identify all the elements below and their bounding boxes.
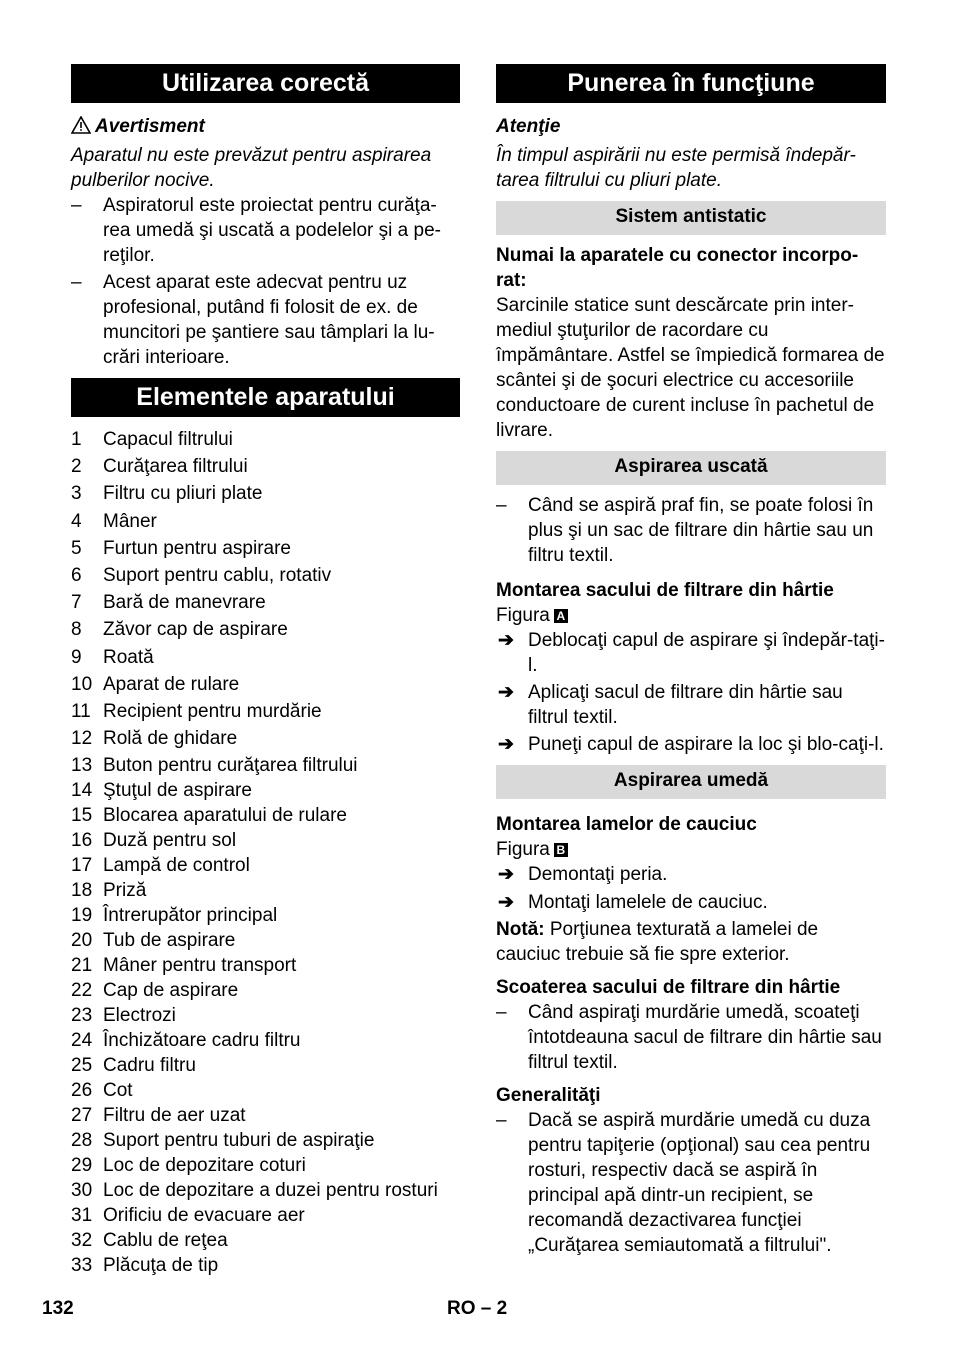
part-number: 7 — [71, 592, 82, 614]
part-label: Tub de aspirare — [103, 930, 236, 952]
part-item — [71, 726, 460, 751]
subsection-wet-vacuuming: Aspirarea umedă — [496, 765, 886, 799]
part-item — [71, 481, 460, 506]
part-item — [71, 1028, 460, 1053]
part-number: 24 — [71, 1030, 93, 1052]
part-item — [71, 617, 460, 642]
part-item — [71, 1253, 460, 1278]
part-label: Suport pentru cablu, rotativ — [103, 564, 332, 586]
arrow-icon: ➔ — [498, 734, 514, 755]
part-number: 18 — [71, 880, 93, 902]
part-number: 25 — [71, 1055, 93, 1077]
part-item — [71, 1103, 460, 1128]
part-label: Plăcuţa de tip — [103, 1255, 219, 1277]
part-item — [71, 1153, 460, 1178]
step-item: ➔ Deblocaţi capul de aspirare şi îndepăr-taţi-l. — [498, 630, 885, 676]
attention-label: Atenţie — [496, 116, 561, 137]
general-heading: Generalităţi — [496, 1085, 601, 1106]
part-number: 23 — [71, 1005, 93, 1027]
right-column — [496, 64, 886, 1258]
part-label: Priză — [103, 880, 147, 902]
list-item: – Aspiratorul este proiectat pentru curăţa-rea umedă şi uscată a podelelor şi a pe-reţilor. — [71, 195, 441, 266]
part-number: 19 — [71, 905, 93, 927]
part-label: Cap de aspirare — [103, 980, 239, 1002]
part-item — [71, 1078, 460, 1103]
antistatic-text: Sarcinile statice sunt descărcate prin inter-mediul ştuţurilor de racordare cu împământare. Astfel se împiedică formarea de scântei şi de şocuri electrice cu accesoriile conductoare de curent incluse în pachetul de livrare. — [496, 295, 885, 441]
part-label: Cot — [103, 1080, 133, 1102]
step-item: ➔ Puneţi capul de aspirare la loc şi blo-caţi-l. — [498, 734, 884, 755]
list-item: – Acest aparat este adecvat pentru uz profesional, putând fi folosit de ex. de muncitori pe şantiere sau tâmplari la lu-crări interioare. — [71, 272, 435, 368]
part-label: Lampă de control — [103, 855, 250, 877]
figure-ref: Figura A — [496, 603, 886, 628]
part-item — [71, 1003, 460, 1028]
part-label: Orificiu de evacuare aer — [103, 1205, 305, 1227]
warning-text: Aparatul nu este prevăzut pentru aspirarea pulberilor nocive. — [71, 145, 432, 191]
part-label: Mâner pentru transport — [103, 955, 297, 977]
part-label: Ştuţul de aspirare — [103, 780, 252, 802]
part-item — [71, 563, 460, 588]
rubber-lip-heading: Montarea lamelor de cauciuc — [496, 814, 757, 835]
subsection-antistatic: Sistem antistatic — [496, 201, 886, 235]
arrow-icon: ➔ — [498, 864, 514, 885]
part-item — [71, 778, 460, 803]
parts-list — [71, 427, 460, 1278]
part-label: Capacul filtrului — [103, 429, 233, 450]
part-label: Loc de depozitare coturi — [103, 1155, 306, 1177]
list-item: – Când aspiraţi murdărie umedă, scoateţi întotdeauna sacul de filtrare din hârtie sau filtrul textil. — [496, 1002, 882, 1073]
part-label: Închizătoare cadru filtru — [103, 1030, 301, 1052]
step-item: ➔ Demontaţi peria. — [498, 864, 668, 885]
attention-text: În timpul aspirării nu este permisă îndepăr-tarea filtrului cu pliuri plate. — [496, 145, 856, 191]
part-label: Zăvor cap de aspirare — [103, 619, 288, 641]
part-item — [71, 1228, 460, 1253]
part-item — [71, 853, 460, 878]
section-title-correct-use: Utilizarea corectă — [71, 64, 460, 103]
part-item — [71, 878, 460, 903]
section-title-commissioning: Punerea în funcţiune — [496, 64, 886, 103]
part-number: 16 — [71, 830, 93, 852]
part-number: 33 — [71, 1255, 93, 1277]
section-title-device-elements: Elementele aparatului — [71, 378, 460, 417]
part-label: Cadru filtru — [103, 1055, 196, 1077]
part-item — [71, 803, 460, 828]
part-number: 14 — [71, 780, 93, 802]
part-number: 22 — [71, 980, 93, 1002]
part-number: 28 — [71, 1130, 93, 1152]
step-item: ➔ Aplicaţi sacul de filtrare din hârtie sau filtrul textil. — [498, 682, 843, 728]
part-item — [71, 645, 460, 670]
part-item — [71, 1178, 460, 1203]
part-label: Mâner — [103, 510, 157, 532]
figure-b-badge: B — [554, 843, 568, 857]
part-label: Bară de manevrare — [103, 592, 266, 614]
page-number: 132 — [42, 1298, 74, 1319]
part-label: Roată — [103, 646, 154, 668]
part-label: Întrerupător principal — [103, 905, 278, 927]
warning-triangle-icon — [71, 116, 91, 134]
part-item — [71, 753, 460, 778]
list-item: – Când se aspiră praf fin, se poate folosi în plus şi un sac de filtrare din hârtie sau un filtru textil. — [496, 495, 874, 566]
part-number: 31 — [71, 1205, 93, 1227]
warning-label: Avertisment — [95, 116, 205, 137]
part-number: 30 — [71, 1180, 93, 1202]
part-label: Recipient pentru murdărie — [103, 700, 322, 722]
part-number: 29 — [71, 1155, 93, 1177]
part-label: Cablu de reţea — [103, 1230, 228, 1252]
figure-a-badge: A — [554, 609, 568, 623]
part-number: 10 — [71, 673, 93, 695]
part-number: 5 — [71, 537, 82, 559]
part-label: Furtun pentru aspirare — [103, 537, 291, 559]
part-item — [71, 903, 460, 928]
part-label: Buton pentru curăţarea filtrului — [103, 755, 358, 777]
part-number: 21 — [71, 955, 93, 977]
part-item — [71, 978, 460, 1003]
part-item — [71, 1203, 460, 1228]
part-label: Loc de depozitare a duzei pentru rosturi — [103, 1180, 438, 1202]
part-number: 12 — [71, 728, 93, 750]
part-number: 11 — [71, 700, 91, 722]
part-item — [71, 536, 460, 561]
part-item — [71, 509, 460, 534]
left-column — [71, 64, 460, 1278]
figure-ref: Figura B — [496, 837, 886, 862]
part-number: 27 — [71, 1105, 93, 1127]
part-number: 8 — [71, 619, 82, 641]
part-label: Suport pentru tuburi de aspiraţie — [103, 1130, 375, 1152]
paper-bag-heading: Montarea sacului de filtrare din hârtie — [496, 580, 834, 601]
arrow-icon: ➔ — [498, 630, 514, 651]
antistatic-subheading: Numai la aparatele cu conector incorpo-rat: — [496, 245, 859, 291]
part-label: Blocarea aparatului de rulare — [103, 805, 347, 827]
part-item — [71, 1128, 460, 1153]
part-item — [71, 672, 460, 697]
subsection-dry-vacuuming: Aspirarea uscată — [496, 451, 886, 485]
part-label: Rolă de ghidare — [103, 728, 238, 750]
part-item — [71, 828, 460, 853]
note: Notă: Porţiunea texturată a lamelei de cauciuc trebuie să fie spre exterior. — [496, 919, 819, 965]
part-number: 4 — [71, 510, 82, 532]
part-label: Curăţarea filtrului — [103, 456, 248, 478]
part-number: 9 — [71, 646, 82, 668]
part-number: 17 — [71, 855, 93, 877]
part-number: 3 — [71, 483, 82, 505]
step-item: ➔ Montaţi lamelele de cauciuc. — [498, 892, 768, 913]
part-label: Electrozi — [103, 1005, 176, 1027]
part-label: Filtru cu pliuri plate — [103, 483, 263, 505]
part-label: Aparat de rulare — [103, 673, 240, 695]
part-number: 13 — [71, 755, 93, 777]
list-item: – Dacă se aspiră murdărie umedă cu duza pentru tapiţerie (opţional) sau cea pentru rosturi, respectiv dacă se aspiră în principal apă dintr-un recipient, se recomandă dezactivarea funcţiei „Curăţarea semiautomată a filtrului". — [496, 1110, 871, 1256]
part-number: 15 — [71, 805, 93, 827]
arrow-icon: ➔ — [498, 892, 514, 913]
arrow-icon: ➔ — [498, 682, 514, 703]
part-number: 26 — [71, 1080, 93, 1102]
part-item — [71, 590, 460, 615]
part-label: Filtru de aer uzat — [103, 1105, 246, 1127]
language-page-code: RO – 2 — [447, 1298, 508, 1319]
remove-bag-heading: Scoaterea sacului de filtrare din hârtie — [496, 977, 841, 998]
part-item — [71, 1053, 460, 1078]
warning-heading — [71, 114, 460, 139]
part-label: Duză pentru sol — [103, 830, 237, 852]
part-number: 32 — [71, 1230, 93, 1252]
part-number: 6 — [71, 564, 82, 586]
part-number: 20 — [71, 930, 93, 952]
part-item — [71, 699, 460, 724]
part-number: 2 — [71, 456, 82, 478]
part-item — [71, 454, 460, 479]
part-item — [71, 427, 460, 452]
part-item — [71, 928, 460, 953]
part-item — [71, 953, 460, 978]
part-number: 1 — [71, 429, 82, 450]
